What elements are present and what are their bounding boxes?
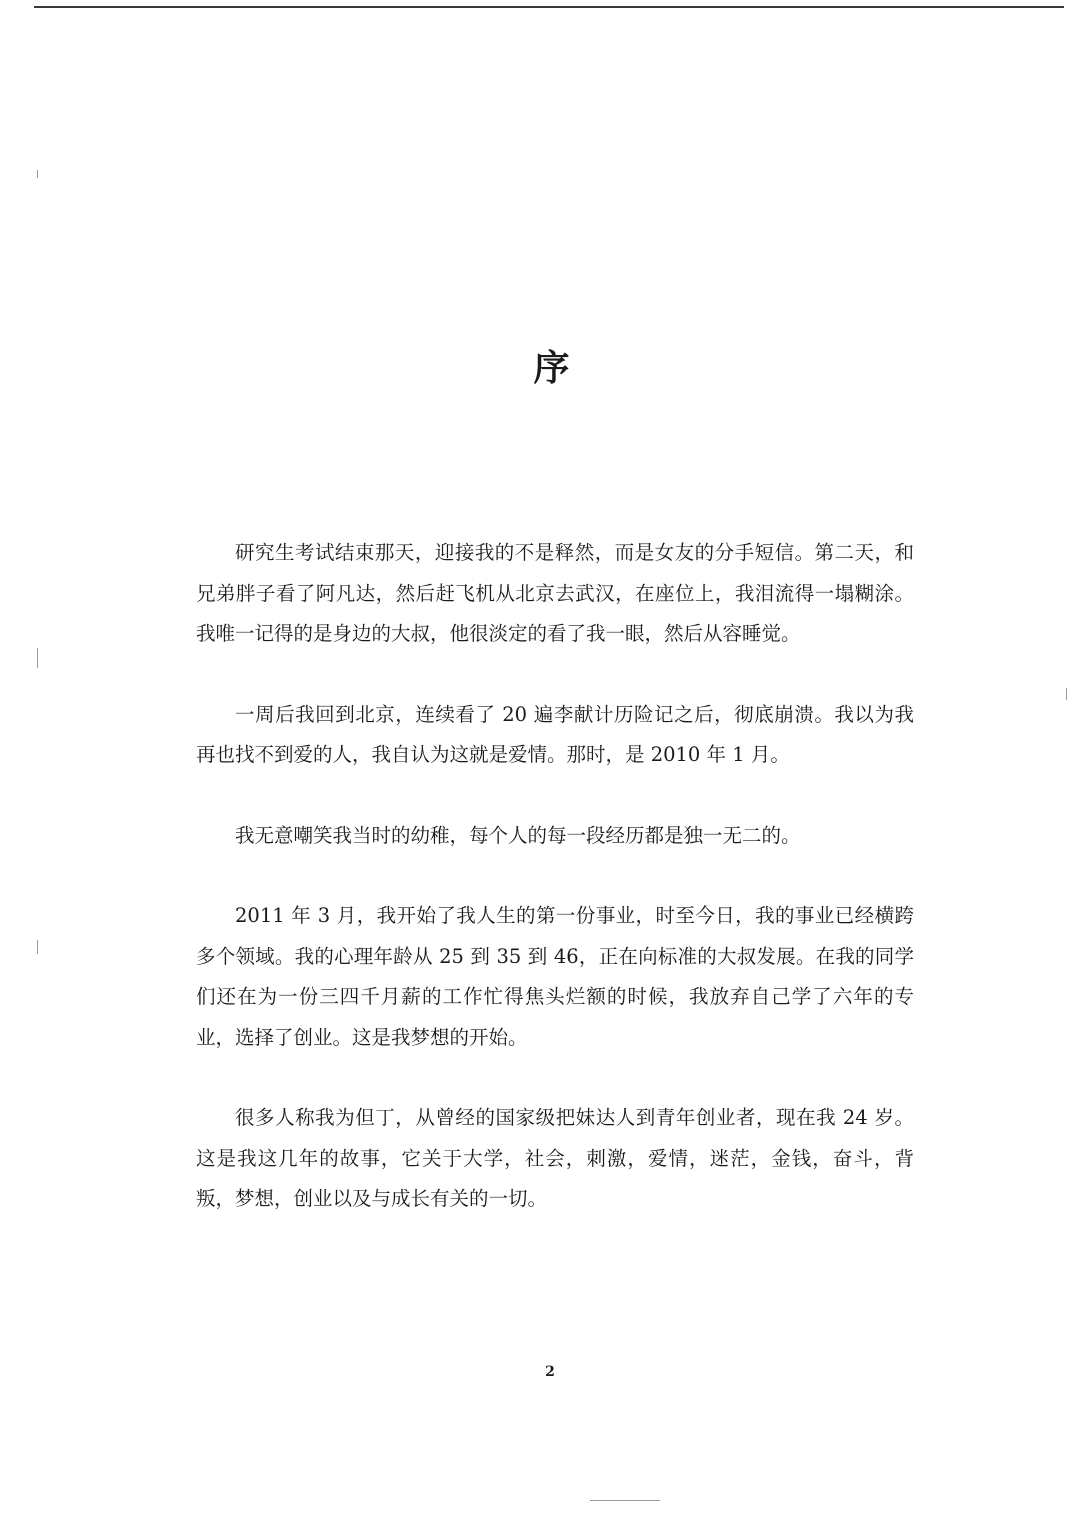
scan-speck	[1066, 688, 1067, 700]
scan-speck	[37, 170, 38, 178]
paragraph: 研究生考试结束那天，迎接我的不是释然，而是女友的分手短信。第二天，和兄弟胖子看了阿凡达，然后赶飞机从北京去武汉，在座位上，我泪流得一塌糊涂。我唯一记得的是身边的大叔，他很淡定的看了我一眼，然后从容睡觉。	[196, 541, 914, 645]
top-border-rule	[34, 6, 1064, 8]
scan-speck	[590, 1500, 660, 1501]
page-number: 2	[545, 1364, 555, 1380]
paragraph: 很多人称我为但丁，从曾经的国家级把妹达人到青年创业者，现在我 24 岁。这是我这几年的故事，它关于大学，社会，刺激，爱情，迷茫，金钱，奋斗，背叛，梦想，创业以及与成长有关的一切。	[196, 1106, 914, 1210]
scan-speck	[37, 648, 38, 668]
scan-speck	[37, 940, 38, 954]
paragraph: 2011 年 3 月，我开始了我人生的第一份事业，时至今日，我的事业已经横跨多个领域。我的心理年龄从 25 到 35 到 46，正在向标准的大叔发展。在我的同学们还在为一份三四千月薪的工作忙得焦头烂额的时候，我放弃自己学了六年的专业，选择了创业。这是我梦想的开始。	[196, 904, 914, 1049]
paragraph: 我无意嘲笑我当时的幼稚，每个人的每一段经历都是独一无二的。	[235, 823, 801, 847]
preface-body	[196, 533, 914, 1220]
paragraph: 一周后我回到北京，连续看了 20 遍李献计历险记之后，彻底崩溃。我以为我再也找不到爱的人，我自认为这就是爱情。那时，是 2010 年 1 月。	[196, 702, 914, 766]
page-title: 序	[533, 347, 572, 389]
